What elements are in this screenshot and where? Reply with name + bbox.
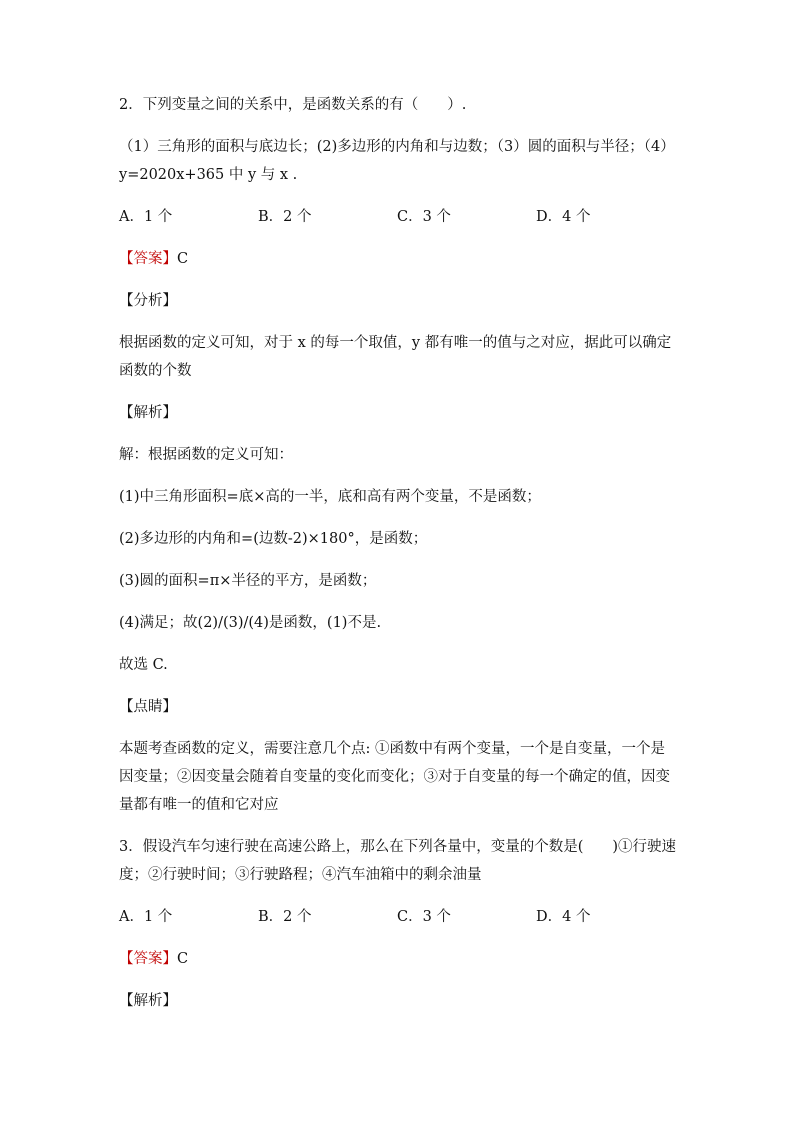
q2-option-c: C．3 个 <box>397 209 451 225</box>
q2-option-a: A．1 个 <box>119 209 173 225</box>
comment-line-3: 量都有唯一的值和它对应 <box>119 797 279 813</box>
q2-items-line1: （1）三角形的面积与底边长；(2)多边形的内角和与边数；（3）圆的面积与半径；（4） <box>119 139 675 155</box>
comment-line-2: 因变量；②因变量会随着自变量的变化而变化；③对于自变量的每一个确定的值，因变 <box>119 769 670 785</box>
q3-stem-line-2: 度；②行驶时间；③行驶路程；④汽车油箱中的剩余油量 <box>119 867 482 883</box>
q3-option-d: D．4 个 <box>536 909 591 925</box>
solution-line-6: 故选 C. <box>119 657 168 673</box>
solution-heading: 【解析】 <box>119 405 177 421</box>
solution-line-3: (2)多边形的内角和=(边数-2)×180°，是函数； <box>119 531 428 547</box>
solution-line-4: (3)圆的面积=π×半径的平方，是函数； <box>119 573 377 589</box>
analysis-heading: 【分析】 <box>119 293 177 309</box>
analysis-line-1: 根据函数的定义可知，对于 x 的每一个取值，y 都有唯一的值与之对应，据此可以确定 <box>119 335 672 351</box>
solution-line-5: (4)满足；故(2)/(3)/(4)是函数，(1)不是. <box>119 615 382 631</box>
analysis-line-2: 函数的个数 <box>119 363 192 379</box>
q3-answer-label: 【答案】 <box>119 951 177 967</box>
answer-value: C <box>177 251 189 267</box>
q3-option-b: B．2 个 <box>258 909 312 925</box>
q2-answer <box>119 249 188 269</box>
q3-option-a: A．1 个 <box>119 909 173 925</box>
q2-option-d: D．4 个 <box>536 209 591 225</box>
comment-heading: 【点睛】 <box>119 699 177 715</box>
q2-stem: 2．下列变量之间的关系中，是函数关系的有（ ）. <box>119 97 467 113</box>
q3-stem-line-1: 3．假设汽车匀速行驶在高速公路上，那么在下列各量中，变量的个数是( )①行驶速 <box>119 839 677 855</box>
q3-answer <box>119 949 188 969</box>
answer-label: 【答案】 <box>119 251 177 267</box>
q3-solution-heading: 【解析】 <box>119 993 177 1009</box>
q2-option-b: B．2 个 <box>258 209 312 225</box>
q3-option-c: C．3 个 <box>397 909 451 925</box>
solution-line-2: (1)中三角形面积=底×高的一半，底和高有两个变量，不是函数； <box>119 489 541 505</box>
solution-line-1: 解：根据函数的定义可知： <box>119 447 293 463</box>
comment-line-1: 本题考查函数的定义，需要注意几个点: ①函数中有两个变量，一个是自变量，一个是 <box>119 741 665 757</box>
q2-items-line2: y=2020x+365 中 y 与 x . <box>119 167 298 183</box>
q3-answer-value: C <box>177 951 189 967</box>
